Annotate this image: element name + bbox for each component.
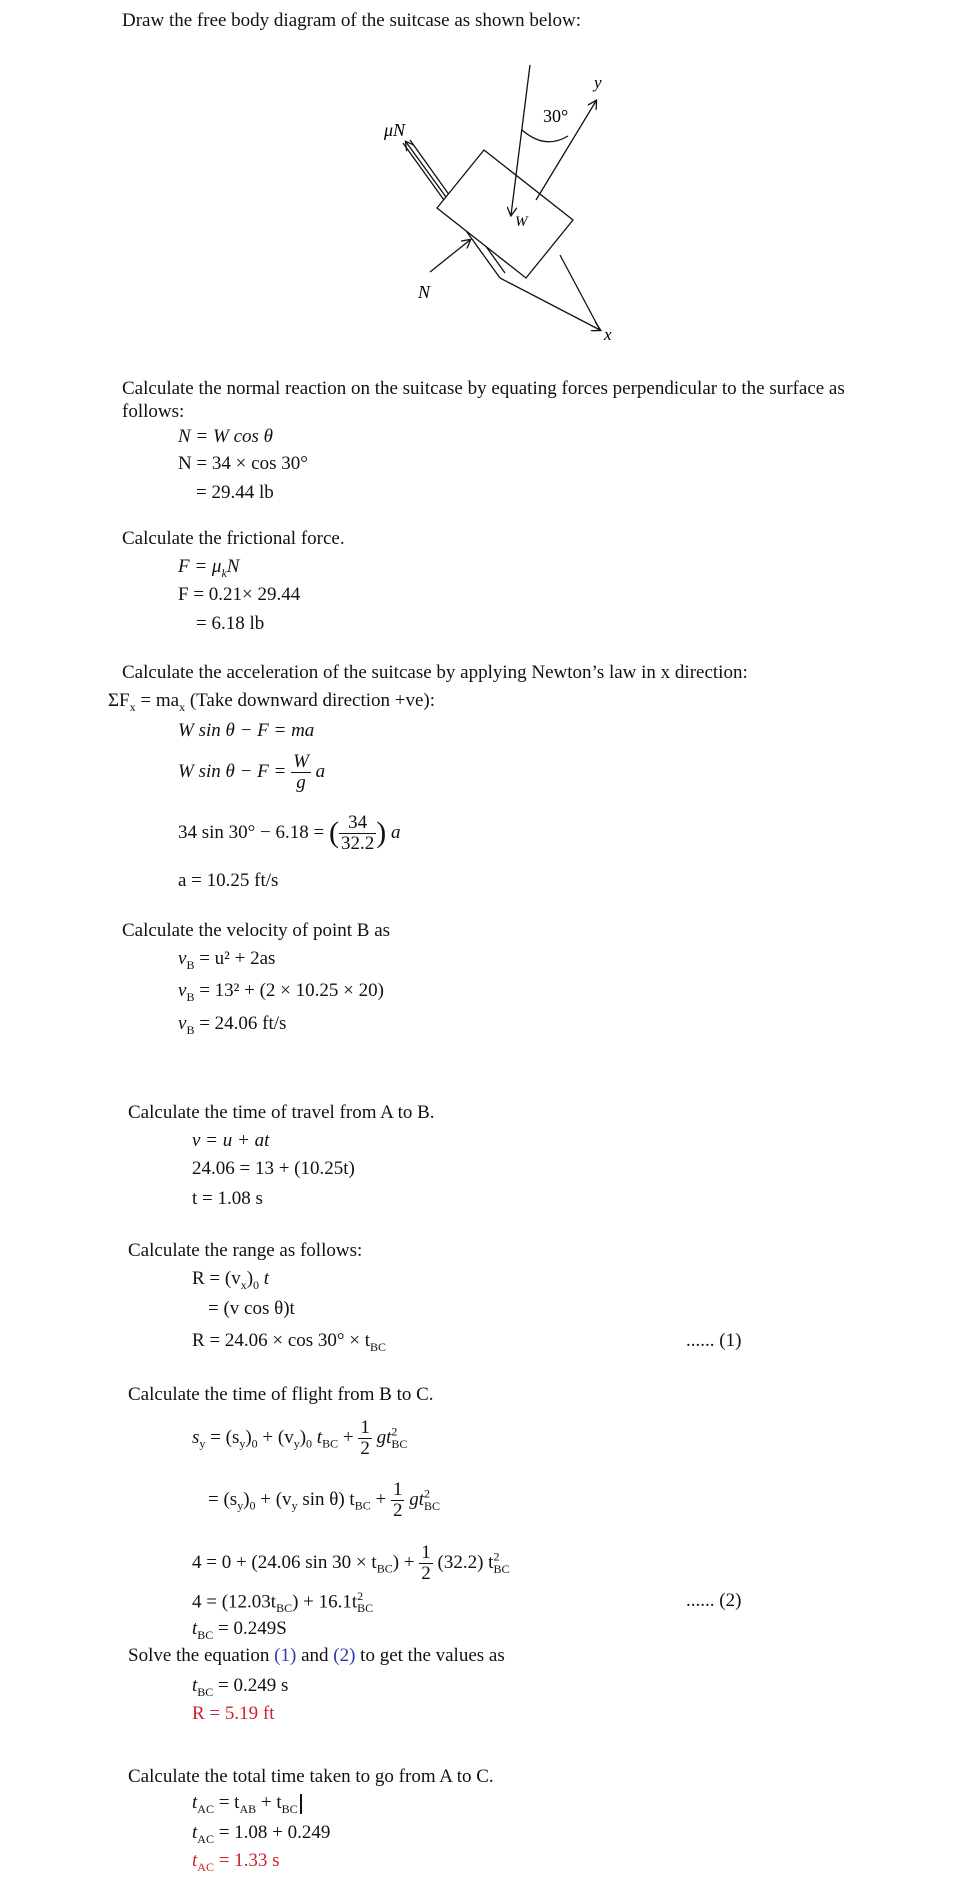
range-eq2: = (v cos θ)t bbox=[208, 1298, 295, 1319]
accel-sum: $\Sigma F_x = ma_x$ (Take downward direction +ve): bbox=[108, 690, 436, 714]
equation-ref-2: ...... (2) bbox=[686, 1590, 742, 1611]
range-eq3: $R = 24.06 \times \cos 30^\circ \times t_{BC}$ bbox=[192, 1330, 387, 1354]
time-ab-eq3: t = 1.08 s bbox=[192, 1188, 263, 1209]
velocity-text: Calculate the velocity of point B as bbox=[122, 920, 391, 941]
y-axis-label: y bbox=[594, 73, 602, 92]
time-ab-eq2: 24.06 = 13 + (10.25t) bbox=[192, 1158, 355, 1179]
accel-eq2: W sin θ − F = $\frac{W}{g}$ a bbox=[178, 751, 326, 793]
x-axis-arrow bbox=[500, 278, 600, 330]
normal-eq1: N = W cos θ bbox=[178, 426, 273, 447]
accel-eq4: a = 10.25 ft/s bbox=[178, 870, 279, 891]
weight-label: W bbox=[515, 214, 528, 230]
friction-eq3: = 6.18 lb bbox=[196, 613, 265, 634]
velocity-eq1: $v_B = u^2 + 2as$ bbox=[178, 948, 276, 972]
flight-eq3: 4 = 0 + (24.06 $\sin 30 \times t_{BC}$) + $\frac{1}{2}$ (32.2) $t^2_{BC}$ bbox=[192, 1542, 510, 1584]
friction-label: μN bbox=[384, 120, 406, 140]
range-eq1: $R = (v_x)_0$ t bbox=[192, 1268, 270, 1292]
suitcase-box bbox=[437, 150, 573, 278]
flight-eq4: $4 = (12.03t_{BC}) + 16.1t^2_{BC}$ bbox=[192, 1589, 374, 1616]
flight-eq1: $s_y = (s_y)_0 + (v_y)_0$ $t_{BC}$ + $\frac{1}{2}$ $gt^2_{BC}$ bbox=[192, 1417, 408, 1459]
accel-eq1: W sin θ − F = ma bbox=[178, 720, 315, 741]
equation-ref-1: ...... (1) bbox=[686, 1330, 742, 1351]
normal-eq2: N = 34 × cos 30° bbox=[178, 453, 308, 474]
intro-text: Draw the free body diagram of the suitcase as shown below: bbox=[122, 10, 582, 31]
normal-label: N bbox=[418, 282, 431, 302]
text-cursor bbox=[300, 1794, 302, 1814]
friction-eq2: F = 0.21× 29.44 bbox=[178, 584, 301, 605]
normal-text: Calculate the normal reaction on the suitcase by equating forces perpendicular to the surface as follows: bbox=[122, 378, 845, 422]
normal-eq3: = 29.44 lb bbox=[196, 482, 274, 503]
x-axis-label: x bbox=[604, 325, 612, 344]
angle-label: 30° bbox=[543, 106, 569, 126]
flight-eq5: $t_{BC} = 0.249S$ bbox=[192, 1618, 287, 1642]
free-body-diagram bbox=[0, 40, 962, 380]
total-eq3: $t_{AC} = 1.33$ s bbox=[192, 1850, 280, 1874]
time-ab-text: Calculate the time of travel from A to B. bbox=[128, 1102, 435, 1123]
accel-text: Calculate the acceleration of the suitcase by applying Newton’s law in x direction: bbox=[122, 662, 748, 683]
time-ab-eq1: v = u + at bbox=[192, 1130, 270, 1151]
accel-eq3: 34 sin 30° − 6.18 = ( $\frac{34}{32.2}$ ) a bbox=[178, 812, 401, 854]
range-text: Calculate the range as follows: bbox=[128, 1240, 363, 1261]
flight-eq2: = $(s_y)_0 + (v_y$ sin θ) $t_{BC}$ + $\frac{1}{2}$ $gt^2_{BC}$ bbox=[208, 1479, 440, 1521]
solve-eq1: $t_{BC} = 0.249$ s bbox=[192, 1675, 289, 1699]
friction-text: Calculate the frictional force. bbox=[122, 528, 345, 549]
total-eq2: $t_{AC} = 1.08 + 0.249$ bbox=[192, 1822, 331, 1846]
angle-arc bbox=[522, 130, 568, 142]
total-text: Calculate the total time taken to go from A to C. bbox=[128, 1766, 494, 1787]
solve-eq2: R = 5.19 ft bbox=[192, 1703, 275, 1724]
normal-arrow bbox=[430, 240, 470, 272]
friction-eq1: $F = \mu_kN$ bbox=[178, 556, 240, 580]
solve-text: Solve the equation (1) and (2) to get the values as bbox=[128, 1645, 505, 1666]
flight-text: Calculate the time of flight from B to C. bbox=[128, 1384, 434, 1405]
velocity-eq2: $v_B = 13^2 + (2 \times 10.25 \times 20)$ bbox=[178, 980, 384, 1004]
total-eq1: $t_{AC} = t_{AB} + t_{BC}$ bbox=[192, 1792, 302, 1817]
x-axis-line bbox=[560, 255, 600, 330]
velocity-eq3: $v_B = 24.06$ ft/s bbox=[178, 1013, 287, 1037]
